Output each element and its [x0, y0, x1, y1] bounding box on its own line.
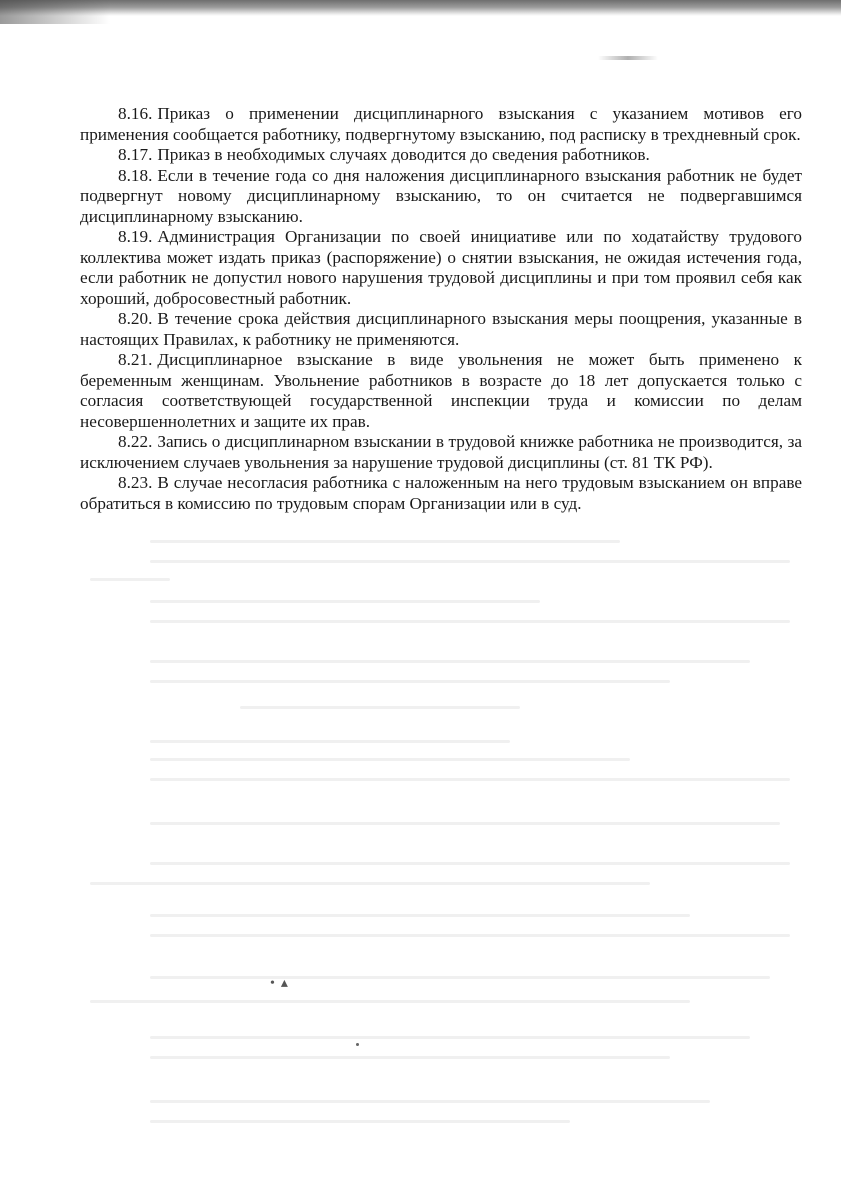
- paragraph-number: 8.23.: [118, 473, 153, 492]
- paragraph-number: 8.22.: [118, 432, 153, 451]
- paragraph-text: Приказ в необходимых случаях доводится до сведения работников.: [157, 145, 650, 164]
- paragraph-8-17: [80, 145, 802, 166]
- scan-specks: •▴: [270, 976, 294, 991]
- document-body: [80, 104, 802, 514]
- paragraph-number: 8.16.: [118, 104, 153, 123]
- scan-top-edge: [0, 0, 841, 16]
- paragraph-8-22: [80, 432, 802, 473]
- ink-smudge: [598, 56, 658, 60]
- paragraph-number: 8.21.: [118, 350, 153, 369]
- paragraph-8-21: [80, 350, 802, 432]
- scan-dot: [356, 1043, 359, 1046]
- paragraph-8-16: [80, 104, 802, 145]
- paragraph-8-19: [80, 227, 802, 309]
- paragraph-text: Администрация Организации по своей инициативе или по ходатайству трудового коллектива может издать приказ (распоряжение) о снятии взыскания, не ожидая истечения года, если работник не допустил нового нарушения трудовой дисциплины и при том проявил себя как хороший, добросовестный работник.: [80, 227, 802, 308]
- paragraph-number: 8.19.: [118, 227, 153, 246]
- paragraph-number: 8.20.: [118, 309, 153, 328]
- paragraph-text: В случае несогласия работника с наложенным на него трудовым взысканием он вправе обратиться в комиссию по трудовым спорам Организации или в суд.: [80, 473, 802, 513]
- paragraph-text: Приказ о применении дисциплинарного взыскания с указанием мотивов его применения сообщается работнику, подвергнутому взысканию, под расписку в трехдневный срок.: [80, 104, 802, 144]
- scan-corner-shadow: [0, 0, 110, 24]
- paragraph-number: 8.17.: [118, 145, 153, 164]
- paragraph-text: Запись о дисциплинарном взыскании в трудовой книжке работника не производится, за исключением случаев увольнения за нарушение трудовой дисциплины (ст. 81 ТК РФ).: [80, 432, 802, 472]
- paragraph-8-23: [80, 473, 802, 514]
- paragraph-number: 8.18.: [118, 165, 153, 185]
- paragraph-text: Дисциплинарное взыскание в виде увольнения не может быть применено к беременным женщинам. Увольнение работников в возрасте до 18 лет допускается только с согласия соответствующей государственной инспекции труда и комиссии по делам несовершеннолетних и защите их прав.: [80, 350, 802, 431]
- paragraph-text: В течение срока действия дисциплинарного взыскания меры поощрения, указанные в настоящих Правилах, к работнику не применяются.: [80, 309, 802, 349]
- paragraph-8-20: [80, 309, 802, 350]
- paragraph-8-18: [80, 166, 802, 228]
- paragraph-text: Если в течение года со дня наложения дисциплинарного взыскания работник не будет подвергнут новому дисциплинарному взысканию, то он считается не подвергавшимся дисциплинарному взысканию.: [80, 165, 802, 226]
